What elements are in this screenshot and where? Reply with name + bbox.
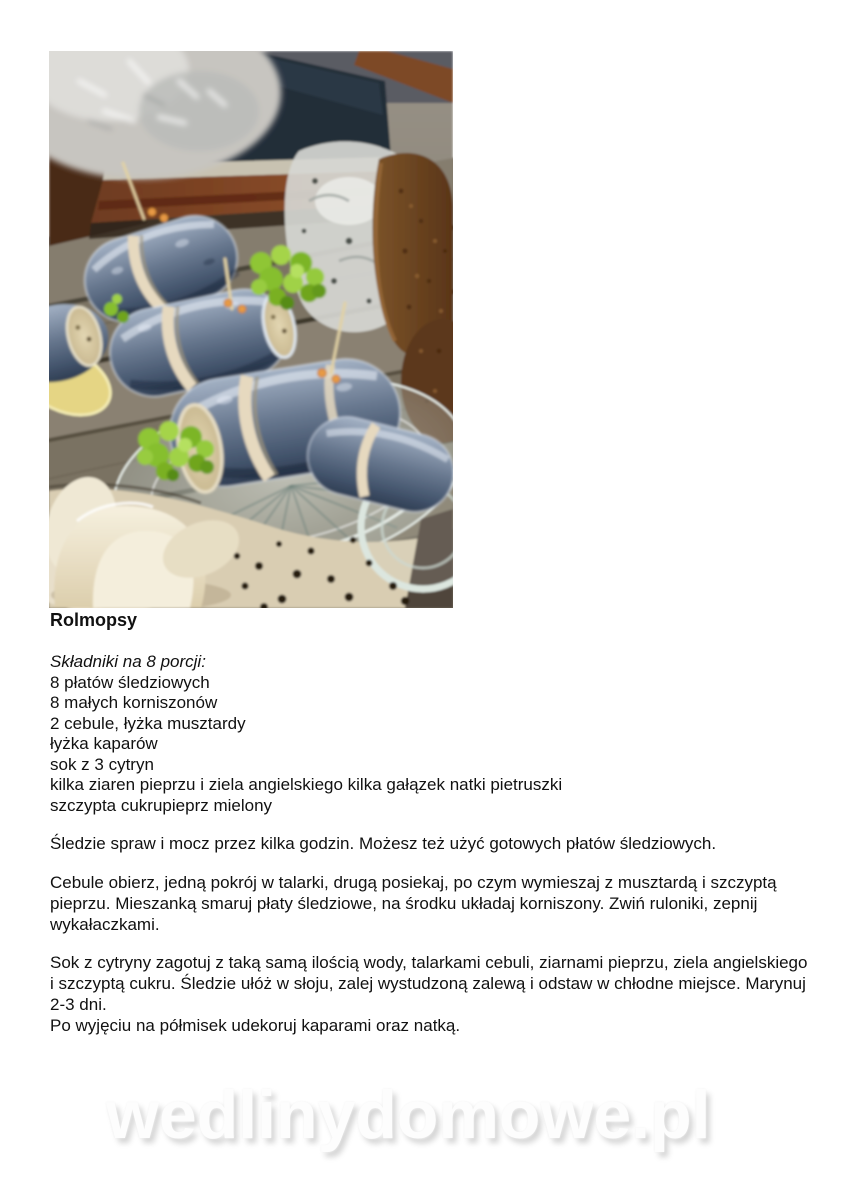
ingredient-line: 8 płatów śledziowych — [50, 672, 210, 692]
servings-line: Składniki na 8 porcji: — [50, 652, 206, 671]
ingredient-line: kilka ziaren pieprzu i ziela angielskiego kilka gałązek natki pietruszki — [50, 775, 563, 794]
ingredient-line: 8 małych korniszonów — [50, 693, 218, 712]
instruction-paragraph: Cebule obierz, jedną pokrój w talarki, drugą posiekaj, po czym wymieszaj z musztardą i szczyptą pieprzu. Mieszanką smaruj płaty śledziowe, na środku układaj korniszony. Zwiń ruloniki, zepnij wykałaczkami. — [50, 873, 777, 934]
recipe-text-block — [50, 604, 808, 1036]
instruction-paragraph: Sok z cytryny zagotuj z taką samą ilością wody, talarkami cebuli, ziarnami pieprzu, ziela angielskiego i szczyptą cukru. Śledzie ułóż w słoju, zalej wystudzoną zalewą i odstaw w chłodne miejsce. Marynuj 2-3 dni. — [50, 953, 808, 1014]
instruction-paragraph: Śledzie spraw i mocz przez kilka godzin. Możesz też użyć gotowych płatów śledziowych. — [50, 834, 717, 853]
instruction-paragraph: Po wyjęciu na półmisek udekoruj kaparami oraz natką. — [50, 1016, 461, 1035]
ingredient-line: sok z 3 cytryn — [50, 754, 154, 774]
recipe-photo — [49, 51, 453, 608]
page-title: Rolmopsy — [50, 610, 138, 630]
ingredients-list — [50, 673, 808, 817]
ingredient-line: 2 cebule, łyżka musztardy — [50, 713, 246, 733]
site-watermark: wedlinydomowe.pl — [106, 1077, 711, 1153]
ingredient-line: łyżka kaparów — [50, 734, 158, 753]
rollmops-photo-illustration — [49, 51, 453, 608]
ingredient-line: szczypta cukrupieprz mielony — [50, 795, 273, 815]
